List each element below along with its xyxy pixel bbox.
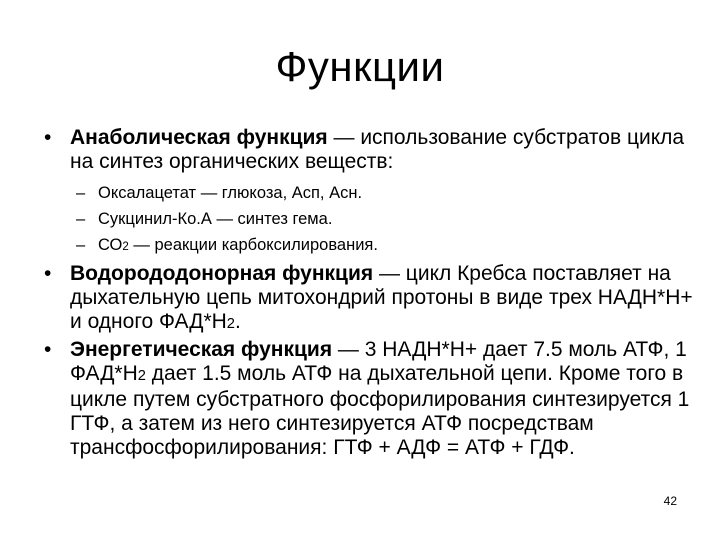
bullet-dot: • xyxy=(44,262,52,285)
subitem-dash: – xyxy=(76,184,86,202)
bullet-hydrogen-donor xyxy=(44,262,694,336)
subitem-co2 xyxy=(44,232,694,260)
page-number: 42 xyxy=(663,494,677,508)
subitem-dash: – xyxy=(76,236,86,254)
subitem-text-post: — реакции карбоксилирования. xyxy=(128,236,378,254)
subitem-succinyl-coa xyxy=(44,206,694,232)
bullet-text-tail: дает 1.5 моль АТФ на дыхательной цепи. Кроме того в цикле путем субстратного фосфорилирования синтезируется 1 ГТФ, а затем из него синтезируется АТФ посредствам трансфосфорилирования: ГТФ + АДФ = АТФ + ГДФ. xyxy=(70,362,690,459)
bullet-text: — цикл Кребса поставляет на дыхательную цепь митохондрий протоны в виде трех НАДН*Н+ и одного ФАД*Н xyxy=(70,262,693,333)
bullet-heading: Анаболическая функция xyxy=(70,126,328,149)
bullet-heading: Энергетическая функция xyxy=(70,338,333,361)
bullet-text: — использование субстратов цикла на синтез органических веществ: xyxy=(70,126,685,173)
bullet-text: — 3 НАДН*Н+ дает 7.5 моль АТФ, 1 ФАД*Н xyxy=(70,338,687,385)
slide-content xyxy=(44,126,694,460)
subitem-dash: – xyxy=(76,210,86,228)
subitem-text: Оксалацетат — глюкоза, Асп, Асн. xyxy=(98,184,363,202)
subitem-text-pre: СО xyxy=(98,236,123,254)
subscript: 2 xyxy=(226,316,235,332)
subscript: 2 xyxy=(122,241,129,253)
bullet-heading: Водорододонорная функция xyxy=(70,262,374,285)
subitem-oxaloacetate xyxy=(44,180,694,206)
bullet-energy xyxy=(44,338,694,460)
bullet-dot: • xyxy=(44,338,52,361)
subscript: 2 xyxy=(137,368,146,384)
slide-title: Функции xyxy=(275,43,445,90)
bullet-text-tail: . xyxy=(234,310,241,333)
bullet-anabolic xyxy=(44,126,694,174)
bullet-dot: • xyxy=(44,126,52,149)
subitem-text: Сукцинил-Ко.А — синтез гема. xyxy=(98,210,333,228)
